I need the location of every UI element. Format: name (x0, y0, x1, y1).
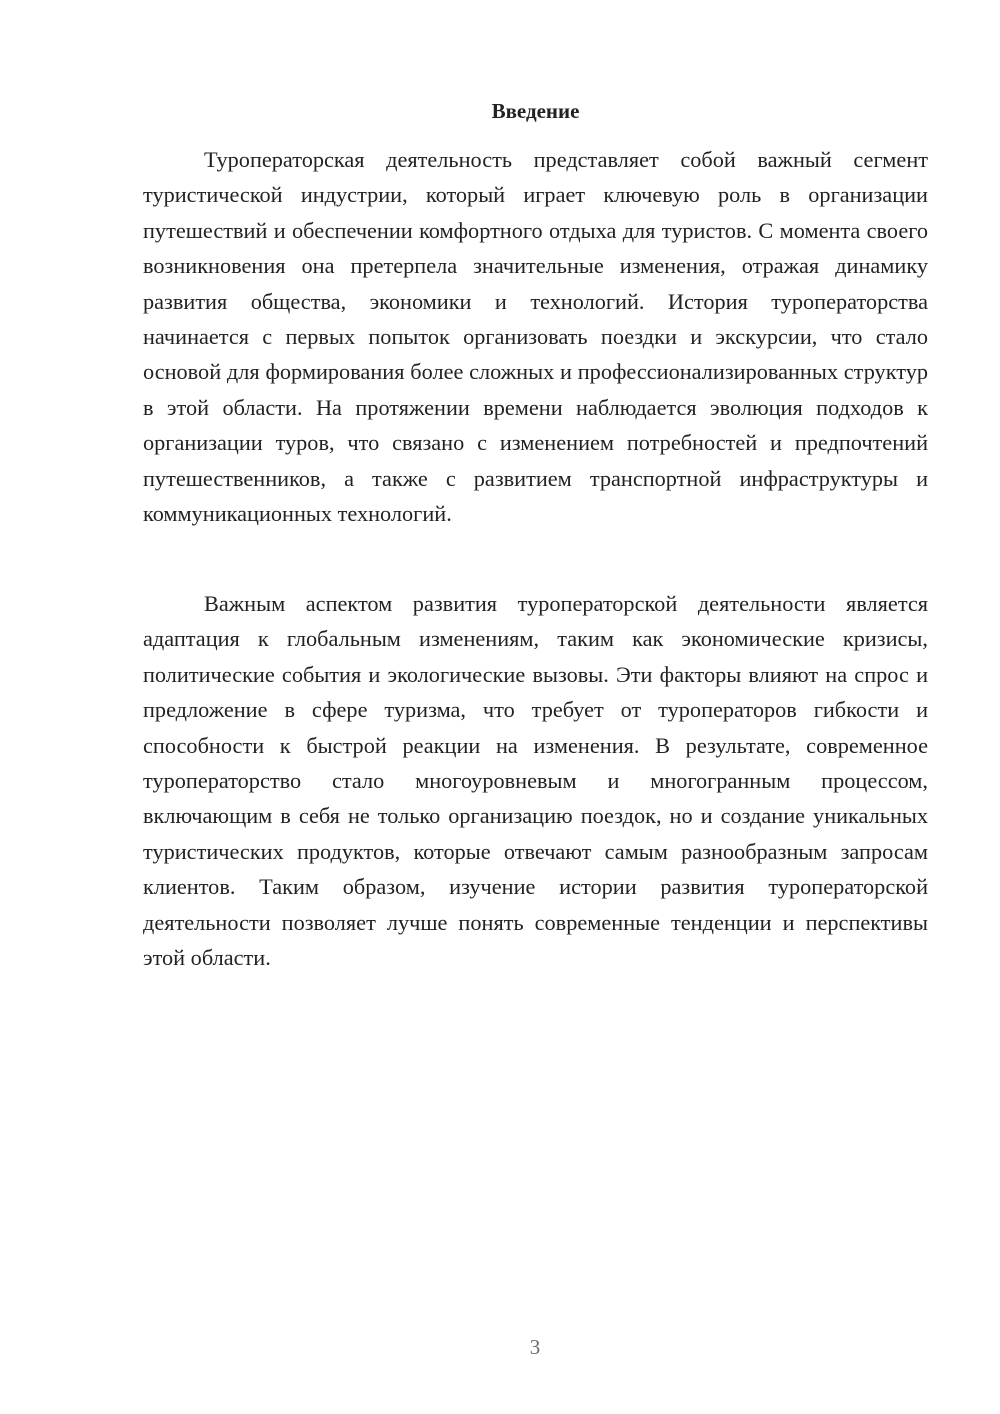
paragraph-1: Туроператорская деятельность представляет собой важный сегмент туристической индустрии, который играет ключевую роль в организации путешествий и обеспечении комфортного отдыха для туристов. С момента своего возникновения она претерпела значительные изменения, отражая динамику развития общества, экономики и технологий. История туроператорства начинается с первых попыток организовать поездки и экскурсии, что стало основой для формирования более сложных и профессионализированных структур в этой области. На протяжении времени наблюдается эволюция подходов к организации туров, что связано с изменением потребностей и предпочтений путешественников, а также с развитием транспортной инфраструктуры и коммуникационных технологий. (143, 147, 928, 527)
paragraph-2: Важным аспектом развития туроператорской деятельности является адаптация к глобальным изменениям, таким как экономические кризисы, политические события и экологические вызовы. Эти факторы влияют на спрос и предложение в сфере туризма, что требует от туроператоров гибкости и способности к быстрой реакции на изменения. В результате, современное туроператорство стало многоуровневым и многогранным процессом, включающим в себя не только организацию поездок, но и создание уникальных туристических продуктов, которые отвечают самым разнообразным запросам клиентов. Таким образом, изучение истории развития туроператорской деятельности позволяет лучше понять современные тенденции и перспективы этой области. (143, 591, 928, 971)
section-title: Введение (491, 99, 580, 123)
page-number: 3 (529, 1335, 541, 1359)
